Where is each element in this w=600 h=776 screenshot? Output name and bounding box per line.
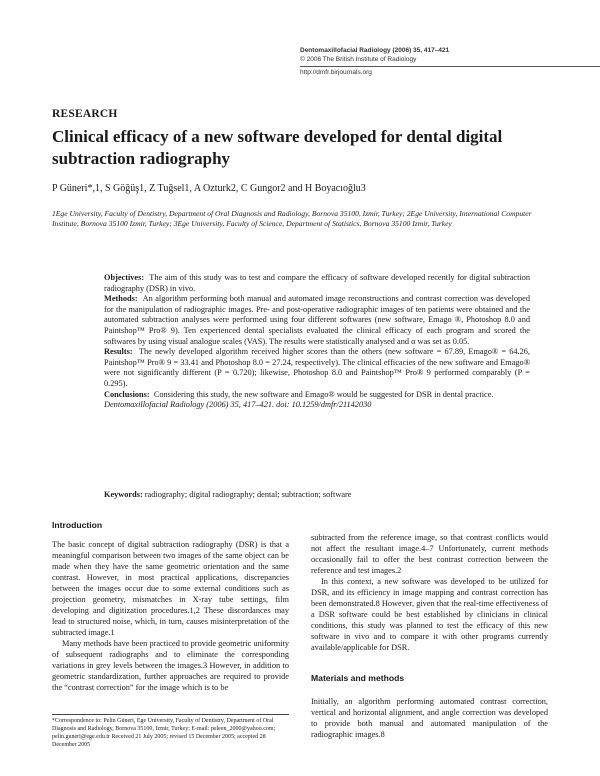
- intro-paragraph-2: Many methods have been practiced to provide geometric uniformity of subsequent radiographs and to eliminate the corresponding variations in grey levels between the images.3 However, in addition to geometric standardization, further approaches are required to provide the “contrast correction” for the image which is to be: [52, 639, 289, 692]
- conclusions-label: Conclusions:: [104, 389, 150, 399]
- paper-title: Clinical efficacy of a new software developed for dental digital subtraction radiography: [52, 127, 503, 168]
- right-paragraph-1: subtracted from the reference image, so that contrast conflicts would not affect the resultant image.4–7 Unfortunately, current methods occasionally fail to offer the best contrast correction between the reference and test images.2: [311, 533, 548, 575]
- intro-heading: Introduction: [52, 520, 103, 530]
- affiliations: 1Ege University, Faculty of Dentistry, Department of Oral Diagnosis and Radiology, Bornova 35100, Izmir, Turkey; 2Ege University, International Computer Institute, Bornova 35100 Izmir, Turkey; 3Ege University, Faculty of Science, Department of Statistics, Bornova 35100 Izmir, Turkey: [52, 209, 532, 228]
- keywords-label: Keywords:: [104, 490, 143, 499]
- objectives-text: The aim of this study was to test and compare the efficacy of software developed recently for digital subtraction radiography (DSR) in vivo.: [104, 273, 530, 293]
- copyright-line: © 2006 The British Institute of Radiology: [300, 56, 417, 63]
- correspondence-footnote: *Correspondence to: Pelin Güneri, Ege University, Faculty of Dentistry, Department of Oral Diagnosis and Radiology, Bornova 35100, Izmir, Turkey; E-mail: peleen_2000@yahoo.com; pelin.guneri@ege.edu.tr Received 21 July 2005; revised 15 December 2005; accepted 28 December 2005: [52, 714, 289, 749]
- journal-url[interactable]: http://dmfr.birjournals.org: [300, 66, 600, 77]
- section-label: RESEARCH: [52, 108, 118, 120]
- right-column: [311, 532, 548, 740]
- keywords-text: radiography; digital radiography; dental; subtraction; software: [144, 490, 352, 499]
- left-column: [52, 520, 289, 693]
- intro-paragraph-1: The basic concept of digital subtraction radiography (DSR) is that a meaningful comparison between two images of the same object can be made when they have the same geometric orientation and the same contrast. However, in most practical applications, discrepancies between the images occur due to some external conditions such as projection geometry, mismatches in X-ray tube settings, film developing and digitization procedures.1,2 These discordances may lead to structured noise, which, in turn, causes misinterpretation of the subtracted image.1: [52, 540, 289, 637]
- journal-citation: Dentomaxillofacial Radiology (2006) 35, 417–421: [300, 47, 450, 54]
- methods-heading: Materials and methods: [311, 673, 405, 683]
- results-text: The newly developed algorithm received higher scores than the others (new software = 67.89, Emago® = 64.26, Paintshop™ Pro® 9 = 33.41 and Photoshop 8.0 = 27.24, respectively). The clinical efficacies of the new software and Emago® were not significantly different (P = 0.720); likewise, Photoshop 8.0 and Paintshop™ Pro® 9 performed comparably (P = 0.295).: [104, 347, 530, 388]
- methods-text: An algorithm performing both manual and automated image reconstructions and contrast correction was developed for the manipulation of radiographic images. Pre- and post-operative radiographic images of ten patients were obtained and the automated subtraction analyses were performed using four different softwares (new software, Emago ®, Photoshop 8.0 and Paintshop™ Pro® 9). Ten experienced dental specialists evaluated the clinical efficacy of each program and scored the softwares by using visual analogue scales (VAS). The results were statistically analysed and α was set as 0.05.: [104, 294, 530, 346]
- methods-label: Methods:: [104, 294, 138, 304]
- right-paragraph-2: In this context, a new software was developed to be utilized for DSR, and its efficiency in image mapping and contrast correction has been demonstrated.8 However, given that the real-time effectiveness of a DSR software could be best established by clinicians in clinical conditions, this study was planned to test the efficacy of this new software in vivo and to compare it with other programs currently available/applicable for DSR.: [311, 577, 548, 652]
- abstract-citation: Dentomaxillofacial Radiology (2006) 35, 417–421. doi: 10.1259/dmfr/21142030: [104, 400, 372, 410]
- objectives-label: Objectives:: [104, 273, 145, 282]
- conclusions-text: Considering this study, the new software and Emago® would be suggested for DSR in dental practice.: [153, 389, 494, 399]
- author-list: P Güneri*,1, S Göğüş1, Z Tuğsel1, A Ozturk2, C Gungor2 and H Boyacıoğlu3: [52, 183, 366, 194]
- results-label: Results:: [104, 347, 133, 357]
- methods-paragraph-1: Initially, an algorithm performing automated contrast correction, vertical and horizontal alignment, and angle correction was developed to provide both manual and automated manipulation of the radiographic images.8: [311, 697, 548, 739]
- abstract: [104, 273, 530, 411]
- keywords: [104, 490, 530, 499]
- journal-header: [300, 46, 600, 77]
